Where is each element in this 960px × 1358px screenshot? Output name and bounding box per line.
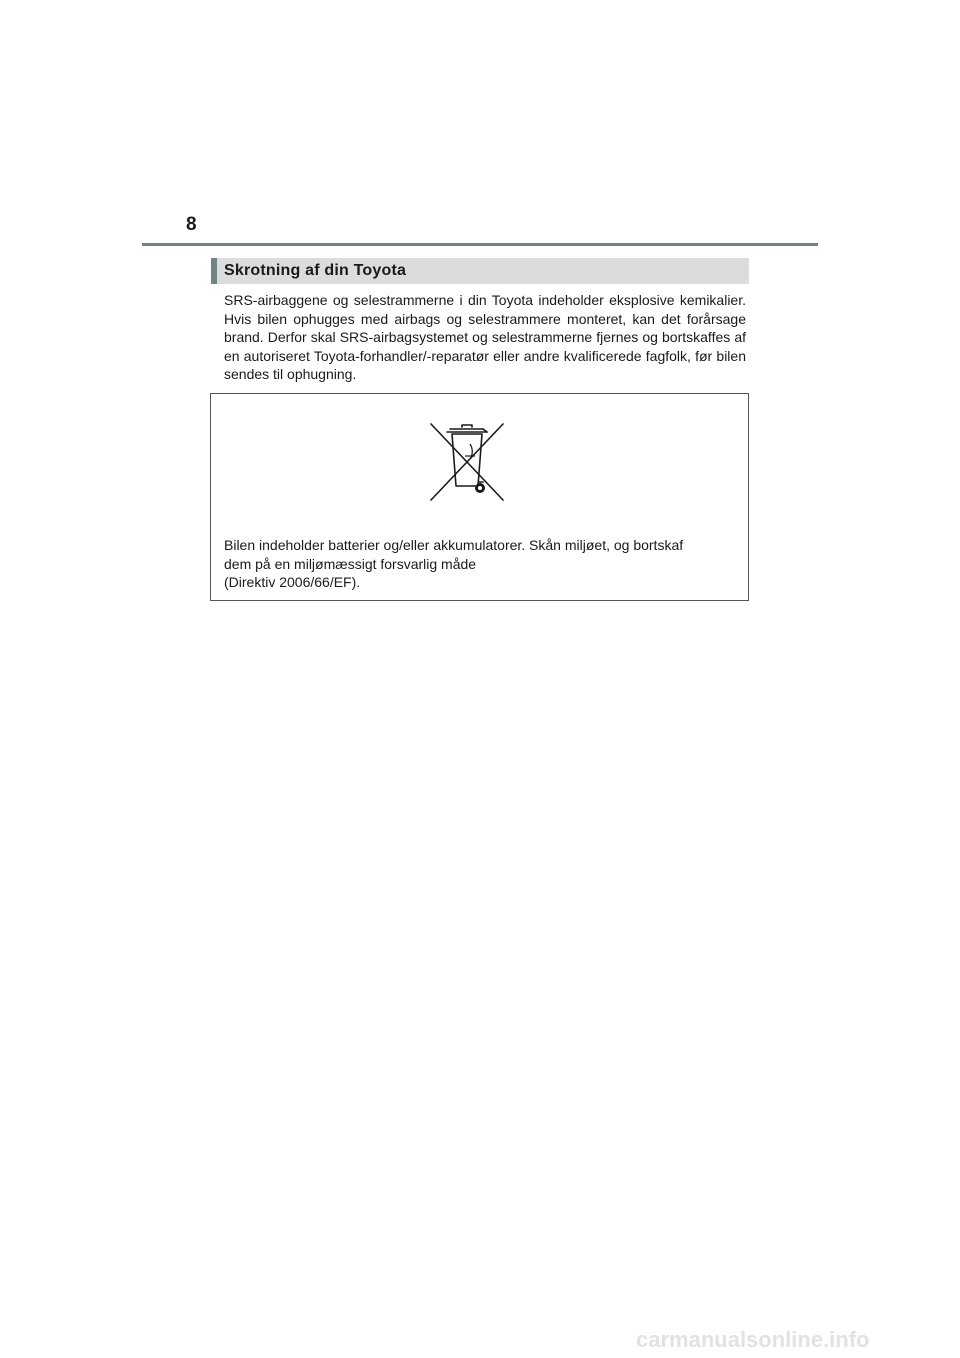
- disposal-info-line: Bilen indeholder batterier og/eller akkumulatorer. Skån miljøet, og bortskaf: [224, 537, 684, 553]
- disposal-info-line: dem på en miljømæssigt forsvarlig måde: [224, 555, 477, 572]
- disposal-info-text: [224, 536, 739, 592]
- disposal-info-line: (Direktiv 2006/66/EF).: [224, 574, 361, 591]
- page-number: 8: [186, 214, 197, 235]
- watermark: carmanualsonline.info: [636, 1327, 870, 1352]
- section-title: Skrotning af din Toyota: [224, 262, 407, 279]
- section-header: [211, 258, 749, 284]
- section-header-accent-bar: [211, 258, 217, 284]
- intro-paragraph: SRS-airbaggene og selestrammerne i din Toyota indeholder eksplosive kemikalier. Hvis bilen ophugges med airbags og selestrammere monteret, kan det forårsage brand. Derfor skal SRS-airbagsystemet og selestrammerne fjernes og bortskaffes af en autoriseret Toyota-forhandler/-reparatør eller andre kvalificerede fagfolk, før bilen sendes til ophugning.: [224, 292, 746, 383]
- header-divider: [142, 243, 818, 246]
- disposal-info-box: [210, 393, 749, 601]
- crossed-out-wheelie-bin-icon: [427, 420, 507, 504]
